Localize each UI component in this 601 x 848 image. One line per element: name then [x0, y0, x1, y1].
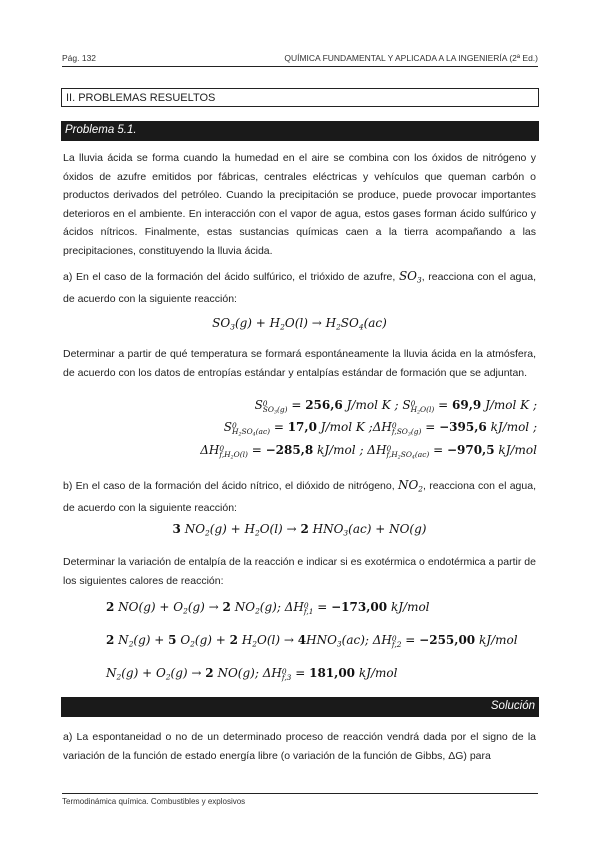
- equation-sulfuric: $SO_3(g) + H_2O(l) \to H_2SO_4(ac)$: [212, 316, 387, 332]
- solution-paragraph: a) La espontaneidad o no de un determinado proceso de reacción vendrá dada por el signo de la variación de la función de estado energía libre (o variación de la función de Gibbs, ΔG) para: [63, 731, 536, 762]
- s-unit-1: J/mol K: [346, 398, 391, 412]
- footer-rule: [62, 793, 538, 794]
- part-a-determine: Determinar a partir de qué temperatura se formará espontáneamente la lluvia ácida en la atmósfera, de acuerdo con los datos de entropías estándar y entalpías estándar de formación que se adjuntan.: [63, 348, 536, 379]
- s-unit-3: J/mol K: [320, 420, 365, 434]
- reaction-1: 2 $NO(g) + O_2(g) \to 2$ $NO_2(g)$; ΔH0 f,1 = −173,00 kJ/mol: [106, 600, 430, 617]
- part-b-paragraph: [63, 476, 536, 518]
- reaction-2: 2 $N_2(g) + 5$ $O_2(g) + 2$ $H_2O(l) \to 4HNO_3(ac)$; ΔH0 f,2 = −255,00 kJ/mol: [106, 633, 518, 650]
- s-unit-2: J/mol K: [485, 398, 530, 412]
- h1-unit: kJ/mol: [390, 600, 430, 614]
- h3-unit: kJ/mol: [358, 666, 398, 680]
- h-so3-value: −395,6: [439, 420, 487, 434]
- s-h2so4-value: 17,0: [287, 420, 317, 434]
- part-b-text-after: , reacciona con el agua, de acuerdo con la siguiente reacción:: [63, 480, 536, 515]
- intro-paragraph: La lluvia ácida se forma cuando la humedad en el aire se combina con los óxidos de nitrógeno y óxidos de azufre emitidos por fábricas, centrales eléctricas y vehículos que queman carbón o productos derivados del petróleo. Cuando la precipitación se produce, puede provocar importantes deterioros en el ambiente. En interacción con el vapor de agua, estos gases forman ácido sulfúrico y ácidos nítricos. Finalmente, estas sustancias químicas caen a la tierra acompañando a las precipitaciones, constituyendo la lluvia ácida.: [63, 152, 536, 257]
- s-h2o-value: 69,9: [452, 398, 482, 412]
- part-b-text-before: b) En el caso de la formación del ácido nítrico, el dióxido de nitrógeno,: [63, 480, 395, 492]
- part-a-paragraph: [63, 267, 536, 309]
- section-heading-box: [61, 88, 539, 107]
- data-line-2: S0 $H_2SO_4(ac) = 17,0$ J/mol K ;ΔH0 $f,SO_3(g) = -395,6$ kJ/mol ;: [223, 420, 537, 438]
- section-heading: II. PROBLEMAS RESUELTOS: [66, 92, 216, 104]
- part-b-determine: Determinar la variación de entalpía de la reacción e indicar si es exotérmica o endotérmica a partir de los siguientes calores de reacción:: [63, 556, 536, 587]
- running-header-title: QUÍMICA FUNDAMENTAL Y APLICADA A LA INGENIERÍA (2ª Ed.): [284, 53, 538, 63]
- h-h2o-value: −285,8: [265, 443, 314, 457]
- no2-formula: $NO_2$: [397, 478, 424, 494]
- solution-bar: [61, 697, 539, 717]
- so3-formula: $SO_3$: [398, 269, 422, 285]
- h-unit-1: kJ/mol: [490, 420, 530, 434]
- footer-text: Termodinámica química. Combustibles y explosivos: [62, 797, 246, 806]
- h3-value: 181,00: [309, 666, 356, 680]
- solution-title: Solución: [490, 700, 535, 712]
- equation-nitric: 3 $NO_2(g) + H_2O(l) \to 2$ $HNO_3(ac) + NO(g)$: [172, 522, 427, 538]
- h2-unit: kJ/mol: [478, 633, 518, 647]
- part-a-text-before: a) En el caso de la formación del ácido sulfúrico, el trióxido de azufre,: [63, 271, 396, 283]
- problem-title: Problema 5.1.: [65, 124, 137, 136]
- reaction-3: $N_2(g) + O_2(g) \to 2$ NO(g); ΔH0 f,3 = 181,00 kJ/mol: [106, 666, 398, 683]
- enthalpy-line-3: ΔH0 $f,H_2O(l) = -285,8$ kJ/mol ; ΔH0 $f,H_2SO_4(ac) = -970,5$ kJ/mol: [200, 443, 537, 461]
- entropy-line-1: S0 $SO_3(g) = 256,6$ J/mol K ; S0 $H_2O(l) = 69,9$ J/mol K ;: [254, 398, 537, 416]
- page-number: Pág. 132: [62, 53, 97, 63]
- part-a-text-after: , reacciona con el agua, de acuerdo con la siguiente reacción:: [63, 271, 536, 306]
- h-unit-3: kJ/mol: [498, 443, 537, 457]
- h2-value: −255,00: [419, 633, 476, 647]
- h-h2so4-value: −970,5: [446, 443, 495, 457]
- s-so3-value: 256,6: [305, 398, 343, 412]
- h1-value: −173,00: [331, 600, 388, 614]
- header-rule: [62, 66, 538, 67]
- h-unit-2: kJ/mol: [317, 443, 356, 457]
- problem-title-bar: [61, 121, 539, 141]
